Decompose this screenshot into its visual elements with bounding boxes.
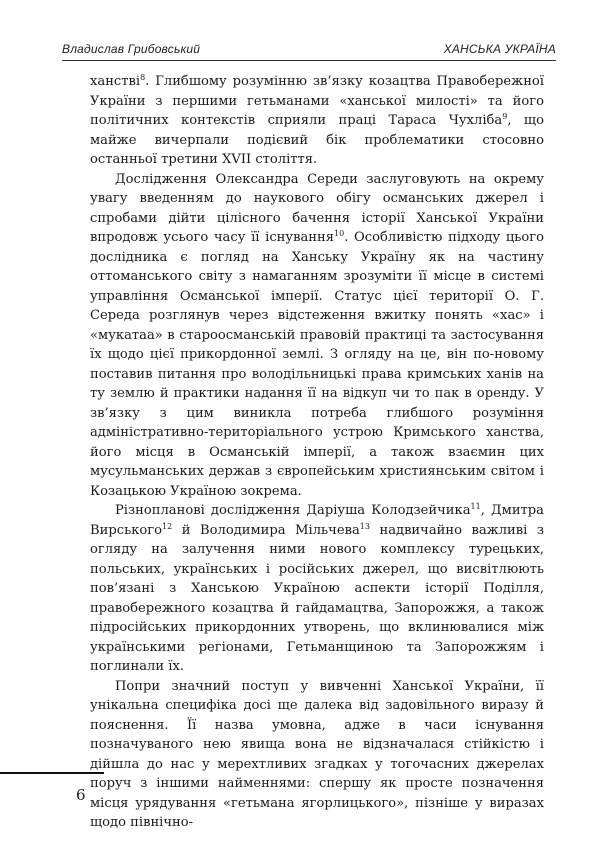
footnote-ref[interactable]: 10 — [334, 229, 345, 238]
text-run: Різнопланові дослідження Даріуша Колодзейчика — [115, 503, 471, 518]
body-text — [90, 72, 544, 833]
text-run: . Глибшому розумінню зв’язку козацтва Правобережної України з першими гетьманами «ханської милості» та його політичних контекстів сприяли праці Тараса Чухліба — [90, 74, 544, 128]
page-number: 6 — [76, 786, 86, 804]
text-run: Попри значний поступ у вивченні Ханської України, її унікальна специфіка досі ще далека від задовільного виразу й пояснення. Її назва умовна, адже в часи існування позначуваного нею явища вона не відзначалася стійкістю і дійшла до нас у мерехтливих згадках у тогочасних джерелах поруч з іншими найменнями: спершу як просте позначення місця урядування «гетьмана ягорлицького», пізніше у виразах щодо північно- — [90, 678, 544, 830]
footnote-ref[interactable]: 9 — [502, 112, 508, 121]
text-run: Дослідження Олександра Середи заслуговують на окрему увагу введенням до наукового обігу османських джерел і спробами дійти цілісного бачення історії Ханської України впродовж усього часу її існування — [90, 171, 544, 245]
text-run: й Володимира Мільчева — [172, 522, 360, 538]
footnote-ref[interactable]: 8 — [140, 73, 146, 82]
paragraph — [90, 72, 544, 170]
footnote-ref[interactable]: 12 — [162, 521, 173, 531]
paragraph — [90, 501, 544, 677]
paragraph — [90, 170, 544, 502]
footnote-ref[interactable]: 13 — [359, 521, 370, 531]
running-header — [62, 40, 556, 61]
text-run: ханстві — [90, 74, 141, 89]
header-book-title: ХАНСЬКА УКРАЇНА — [443, 42, 556, 56]
text-run: надвичайно важливі з огляду на залучення ними нового комплексу турецьких, польських, українських і російських джерел, що висвітлюють пов’язані з Ханською Україною аспекти історії Поділля, правобережного козацтва й гайдамацтва, Запорожжя, а також підросійських прикордонних утворень, що вклинювалися між українськими регіонами, Гетьманщиною та Запорожжям і поглинали їх. — [90, 522, 544, 674]
paragraph — [90, 677, 544, 833]
text-run: , що майже вичерпали подієвий бік проблематики стосовно останньої третини XVII століття. — [90, 113, 544, 167]
text-run: , Дмитра Вирського — [90, 503, 544, 538]
footnote-rule — [0, 772, 104, 774]
footnote-ref[interactable]: 11 — [470, 502, 481, 511]
header-author: Владислав Грибовський — [62, 42, 201, 56]
text-run: . Особливістю підходу цього дослідника є погляд на Ханську Україну як на частину оттоманського світу з намаганням зрозуміти її місце в системі управління Османської імперії. Статус цієї території О. Г. Середа розглянув через відстеження вжитку понять «хас» і «мукатаа» в староосманській правовій практиці та застосування їх щодо цієї прикордонної землі. З огляду на це, він по-новому поставив питання про володільницькі права кримських ханів на ту землю й практики надання її на відкуп чи то пак в оренду. У зв’язку з цим виникла потреба глибшого розуміння адміністративно-територіального устрою Кримського ханства, його місця в Османській імперії, а також взаємин цих мусульманських держав з європейським християнським світом і Козацькою Україною зокрема. — [90, 230, 545, 499]
